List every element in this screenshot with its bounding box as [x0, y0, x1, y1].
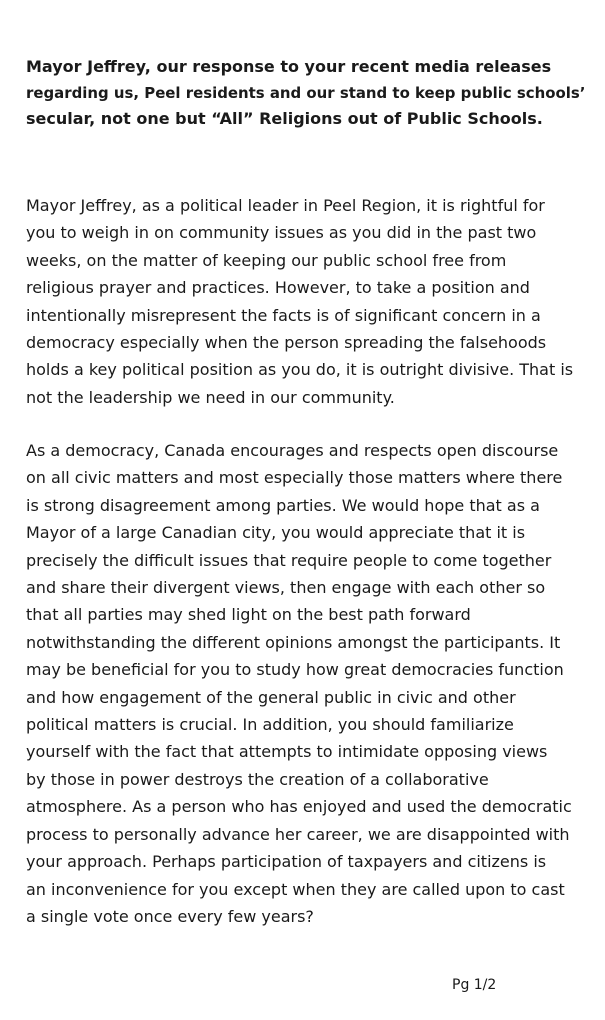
paragraph-line: your approach. Perhaps participation of taxpayers and citizens is	[26, 852, 547, 872]
paragraph-line: atmosphere. As a person who has enjoyed and used the democratic	[26, 797, 572, 817]
paragraph-line: process to personally advance her career, we are disappointed with	[26, 824, 570, 844]
paragraph-line: not the leadership we need in our community.	[26, 387, 395, 407]
paragraph-line: yourself with the fact that attempts to intimidate opposing views	[26, 742, 548, 762]
body-paragraph-2	[26, 437, 586, 930]
paragraph-line: a single vote once every few years?	[26, 906, 314, 926]
paragraph-line: an inconvenience for you except when they are called upon to cast	[26, 879, 565, 899]
heading-line: secular, not one but “All” Religions out of Public Schools.	[26, 109, 543, 128]
paragraph-line: weeks, on the matter of keeping our public school free from	[26, 250, 507, 270]
paragraph-line: and how engagement of the general public in civic and other	[26, 687, 516, 707]
paragraph-line: that all parties may shed light on the best path forward	[26, 605, 471, 625]
paragraph-line: may be beneficial for you to study how great democracies function	[26, 660, 564, 680]
page-number: Pg 1/2	[452, 977, 497, 993]
paragraph-line: democracy especially when the person spreading the falsehoods	[26, 333, 547, 353]
paragraph-line: by those in power destroys the creation of a collaborative	[26, 769, 489, 789]
paragraph-line: and share their divergent views, then engage with each other so	[26, 578, 546, 598]
paragraph-line: As a democracy, Canada encourages and respects open discourse	[26, 441, 559, 460]
heading-line: Mayor Jeffrey, our response to your recent media releases	[26, 57, 552, 76]
paragraph-line: you to weigh in on community issues as you did in the past two	[26, 223, 537, 243]
paragraph-line: intentionally misrepresent the facts is of significant concern in a	[26, 305, 541, 325]
paragraph-line: political matters is crucial. In addition, you should familiarize	[26, 715, 514, 735]
paragraph-line: notwithstanding the different opinions amongst the participants. It	[26, 632, 561, 652]
letter-heading	[26, 54, 586, 132]
paragraph-line: Mayor of a large Canadian city, you would appreciate that it is	[26, 523, 526, 543]
heading-line: regarding us, Peel residents and our stand to keep public schools’	[26, 84, 586, 102]
paragraph-line: is strong disagreement among parties. We would hope that as a	[26, 495, 540, 515]
body-paragraph-1	[26, 192, 586, 411]
paragraph-line: Mayor Jeffrey, as a political leader in Peel Region, it is rightful for	[26, 196, 545, 215]
paragraph-line: religious prayer and practices. However, to take a position and	[26, 278, 530, 298]
paragraph-line: holds a key political position as you do, it is outright divisive. That is	[26, 360, 574, 380]
paragraph-line: precisely the difficult issues that require people to come together	[26, 550, 552, 570]
paragraph-line: on all civic matters and most especially those matters where there	[26, 468, 563, 488]
